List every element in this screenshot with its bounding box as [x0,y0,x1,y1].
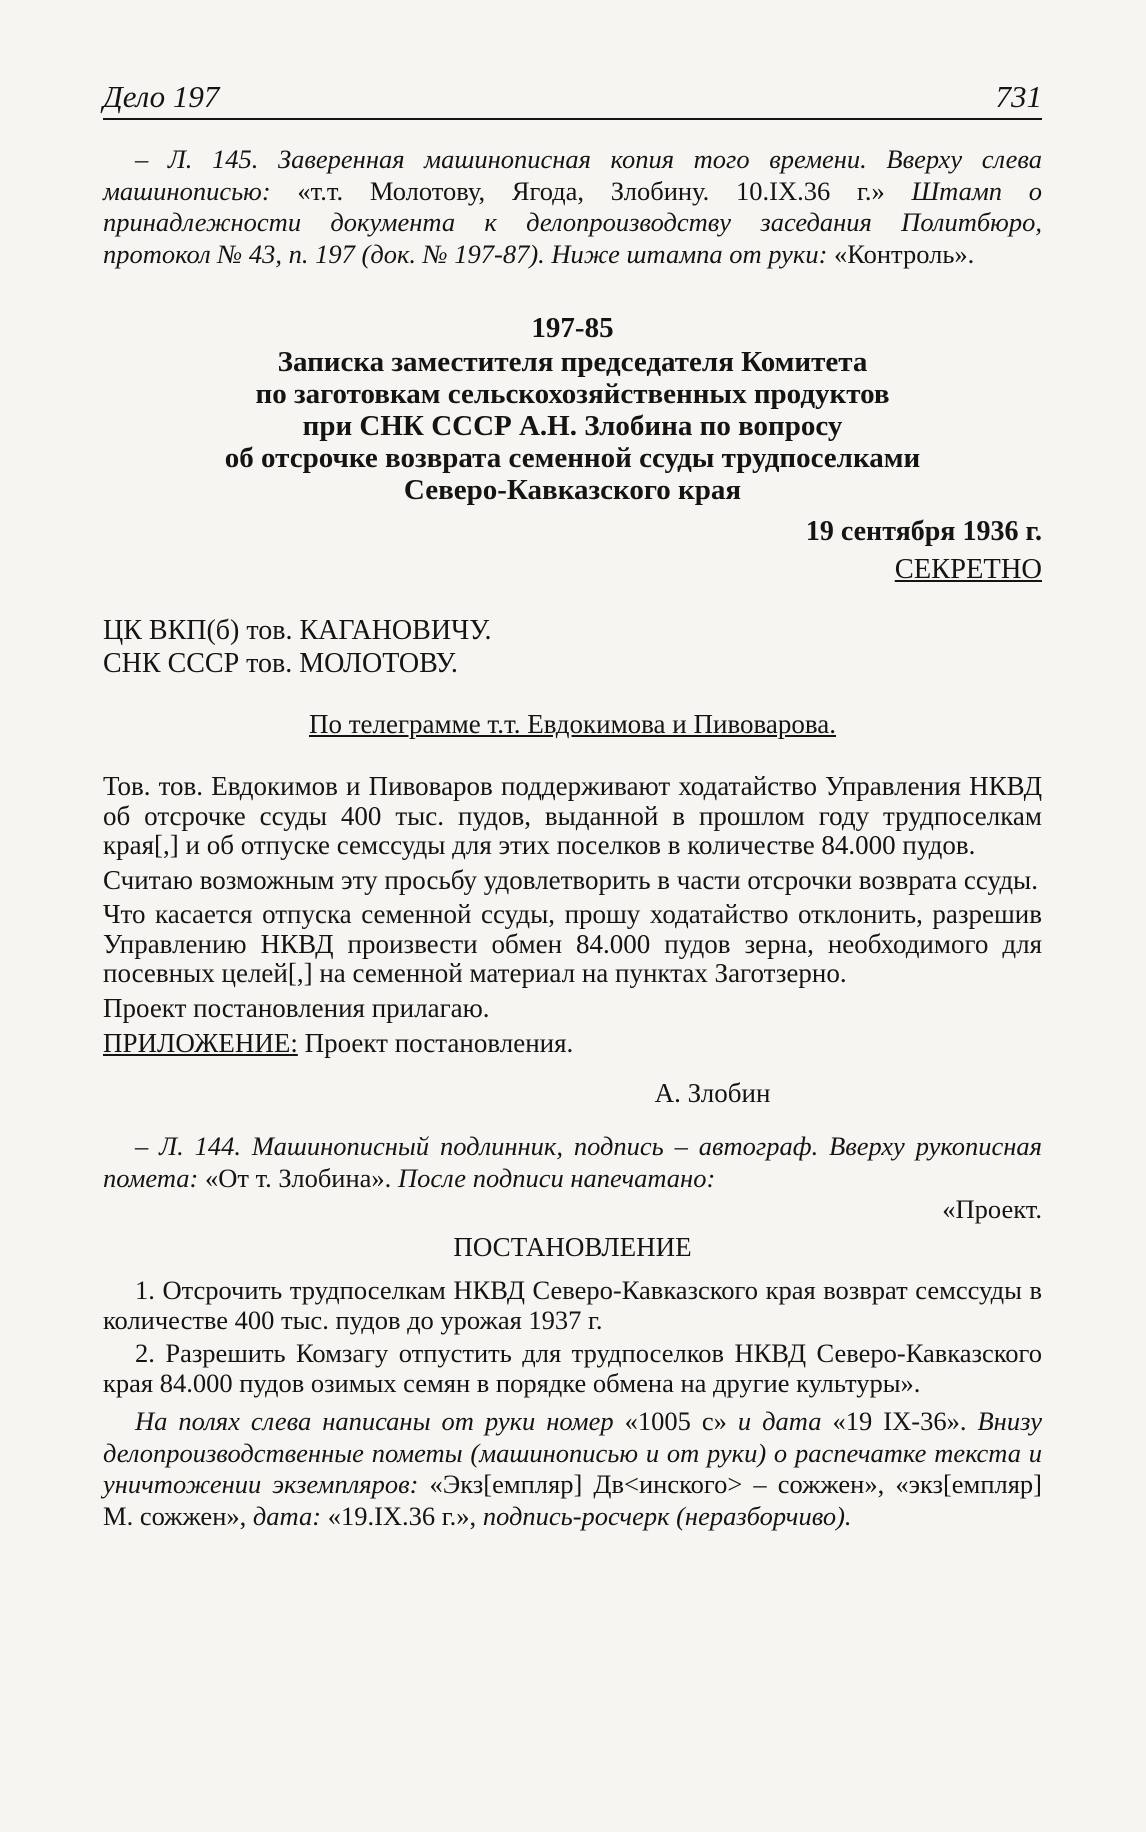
running-head-case: Дело 197 [103,79,220,114]
final-archival-note [103,1406,1042,1532]
final-note-italic: Внизу делопроизводственные пометы (машинописью и от руки) о распечатке текста и уничтожении экземпляров: [103,1406,1042,1499]
body-paragraph: Что касается отпуска семенной ссуды, прошу ходатайство отклонить, разрешив Управлению НКВД произвести обмен 84.000 пудов зерна, необходимого для посевных целей[,] на семенной материал на пунктах Заготзерно. [103,899,1042,988]
addressees [103,614,1042,680]
archival-note-quote: «т.т. Молотову, Ягода, Злобину. 10.IX.36 г.» [270,175,885,206]
classification-text: СЕКРЕТНО [894,554,1042,585]
subject-line [103,708,1042,740]
final-note-italic: подпись-росчерк (неразборчиво). [482,1500,852,1531]
archival-note-italic: – Л. 144. Машинописный подлинник, подпись – автограф. Вверху рукописная помета: [103,1131,1042,1193]
appendix-line [103,1028,1042,1059]
archival-note-bottom [103,1131,1042,1194]
body-paragraph: Считаю возможным эту просьбу удовлетворить в части отсрочки возврата ссуды. [103,864,1038,895]
addressee-line: СНК СССР тов. МОЛОТОВУ. [103,648,458,679]
final-note-quote: «Экз[емпляр] Дв<инского> – сожжен», «экз[емпляр] М. сожжен», [103,1469,1042,1531]
final-note-quote: «19.IX.36 г.», [321,1500,483,1531]
classification-mark [103,550,1042,590]
document-title-line: об отсрочке возврата семенной ссуды трудпоселками [224,442,921,474]
final-note-paragraph [103,1406,1042,1532]
archival-note-italic-stamp: Штамп о принадлежности документа к делопроизводству заседания Политбюро, протокол № 43, п. 197 (док. № 197-87). Ниже штампа от руки: [103,175,1043,269]
document-title-line: Записка заместителя председателя Комитета [277,346,868,378]
final-note-italic: На полях слева написаны от руки номер [135,1406,614,1436]
memo-body [103,772,1042,1023]
resolution-title: ПОСТАНОВЛЕНИЕ [453,1232,692,1262]
addressee-line: ЦК ВКП(б) тов. КАГАНОВИЧУ. [103,615,492,646]
final-note-italic: и дата [737,1406,822,1436]
final-note-quote: «1005 с» [613,1406,738,1436]
resolution-item: 2. Разрешить Комзагу отпустить для трудпоселков НКВД Северо-Кавказского края 84.000 пудов озимых семян в порядке обмена на другие культуры». [103,1338,1042,1398]
project-label: «Проект. [942,1194,1042,1224]
resolution-item: 1. Отсрочить трудпоселкам НКВД Северо-Кавказского края возврат семссуды в количестве 400 тыс. пудов до урожая 1937 г. [103,1275,1042,1335]
archival-note-quote: «От т. Злобина». [198,1162,392,1193]
archival-note-paragraph [103,144,1042,270]
document-number: 197-85 [531,312,614,344]
document-title-line: по заготовкам сельскохозяйственных продуктов [255,378,890,410]
appendix-label: ПРИЛОЖЕНИЕ: [103,1028,298,1058]
document-date: 19 сентября 1936 г. [805,516,1042,547]
body-paragraph: Тов. тов. Евдокимов и Пивоваров поддерживают ходатайство Управления НКВД об отсрочке ссуды 400 тыс. пудов, выданной в прошлом году трудпоселкам края[,] и об отпуске семссуды для этих поселков в количестве 84.000 пудов. [103,771,1042,860]
archival-note-italic: – Л. 145. Заверенная машинописная копия того времени. Вверху слева машинописью: [103,144,1042,206]
resolution-body [103,1275,1042,1398]
archival-note-paragraph [103,1131,1042,1194]
running-head [103,80,1042,120]
body-paragraph: Проект постановления прилагаю. [103,992,490,1023]
archival-note-top [103,144,1042,270]
archival-note-italic-after: После подписи напечатано: [391,1162,716,1193]
signature: А. Злобин [654,1078,771,1108]
final-note-italic: дата: [252,1500,322,1531]
appendix-text: Проект постановления. [297,1028,574,1058]
document-title-line: Северо-Кавказского края [403,474,742,506]
final-note-quote: «19 IX-36». [821,1406,978,1436]
document-title [103,346,1042,506]
document-title-line: при СНК СССР А.Н. Злобина по вопросу [302,410,843,442]
page-number: 731 [995,79,1042,114]
archival-note-quote-control: «Контроль». [827,238,975,269]
subject-text: По телеграмме т.т. Евдокимова и Пивоварова. [308,709,837,739]
